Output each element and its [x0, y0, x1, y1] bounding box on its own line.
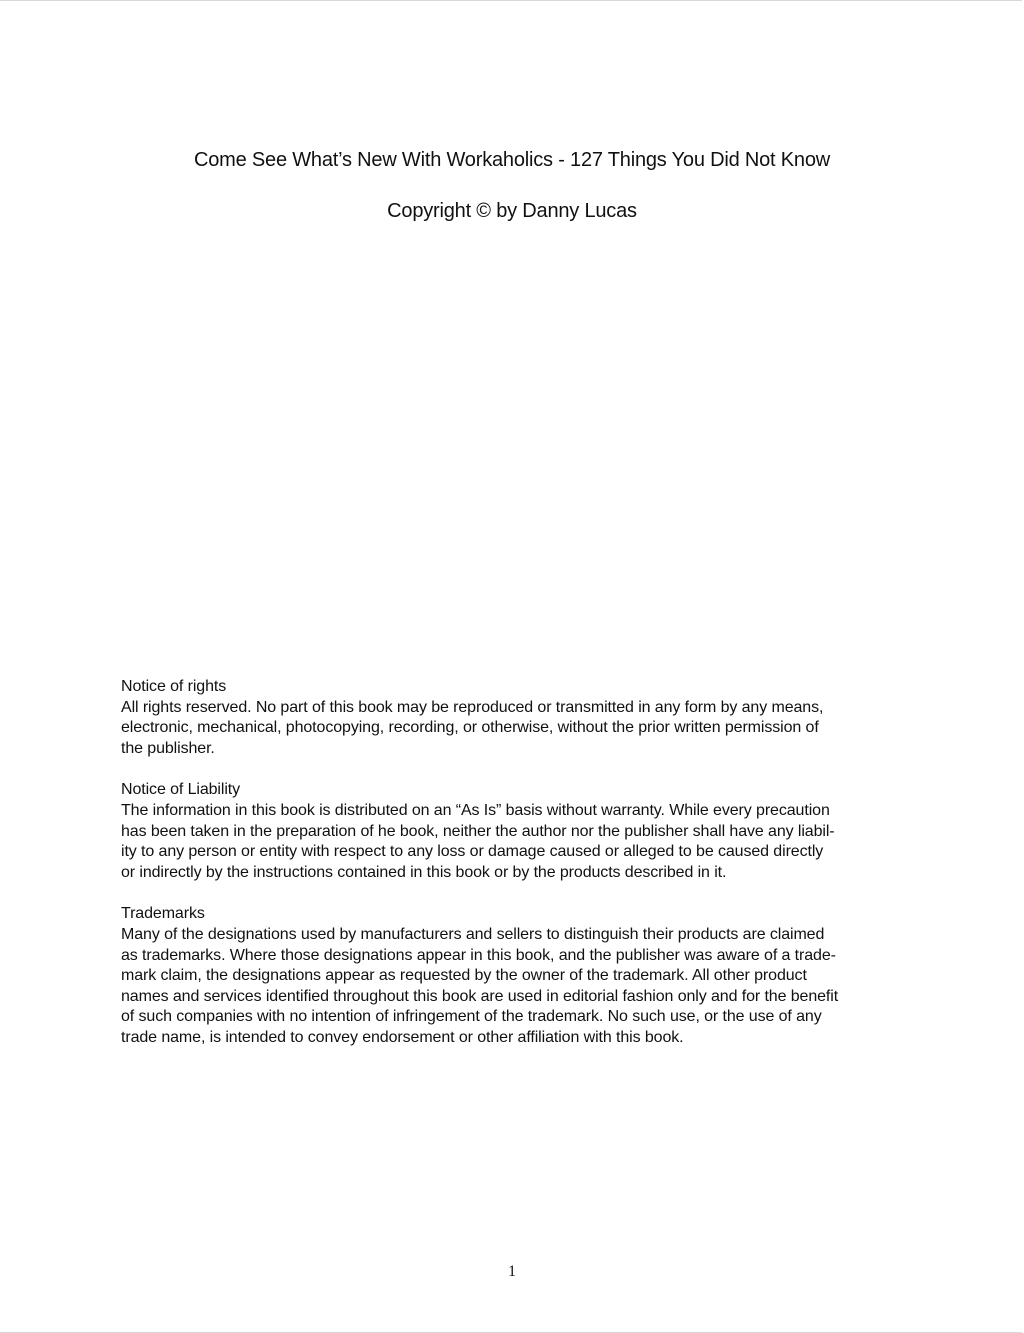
paragraph-line: mark claim, the designations appear as requested by the owner of the trademark. All other product: [121, 967, 807, 985]
copyright-line: Copyright © by Danny Lucas: [387, 200, 637, 222]
legal-notices: [121, 677, 911, 1070]
paragraph-line: All rights reserved. No part of this book may be reproduced or transmitted in any form by any means,: [121, 698, 824, 716]
paragraph-line: electronic, mechanical, photocopying, recording, or otherwise, without the prior written permission of: [121, 719, 819, 737]
paragraph-line: has been taken in the preparation of he book, neither the author nor the publisher shall have any liabil-: [121, 822, 835, 840]
paragraph-line: names and services identified throughout this book are used in editorial fashion only and for the benefit: [121, 987, 839, 1005]
notice-of-liability-section: [121, 780, 911, 883]
notice-of-rights-section: [121, 677, 911, 759]
paragraph-line: the publisher.: [121, 739, 215, 757]
trademarks-section: [121, 904, 911, 1048]
book-title: Come See What’s New With Workaholics - 127 Things You Did Not Know: [194, 149, 830, 171]
paragraph-line: trade name, is intended to convey endorsement or other affiliation with this book.: [121, 1028, 684, 1046]
paragraph-line: The information in this book is distributed on an “As Is” basis without warranty. While every precaution: [121, 801, 830, 819]
page-number: 1: [508, 1263, 516, 1280]
section-heading: Notice of rights: [121, 678, 227, 695]
paragraph-line: as trademarks. Where those designations appear in this book, and the publisher was aware of a trade-: [121, 946, 836, 964]
section-heading: Notice of Liability: [121, 781, 241, 799]
paragraph-line: ity to any person or entity with respect to any loss or damage caused or alleged to be caused directly: [121, 843, 824, 861]
section-heading: Trademarks: [121, 905, 205, 923]
paragraph-line: Many of the designations used by manufacturers and sellers to distinguish their products are claimed: [121, 925, 825, 943]
paragraph-line: of such companies with no intention of infringement of the trademark. No such use, or the use of any: [121, 1008, 822, 1026]
paragraph-line: or indirectly by the instructions contained in this book or by the products described in it.: [121, 863, 727, 881]
